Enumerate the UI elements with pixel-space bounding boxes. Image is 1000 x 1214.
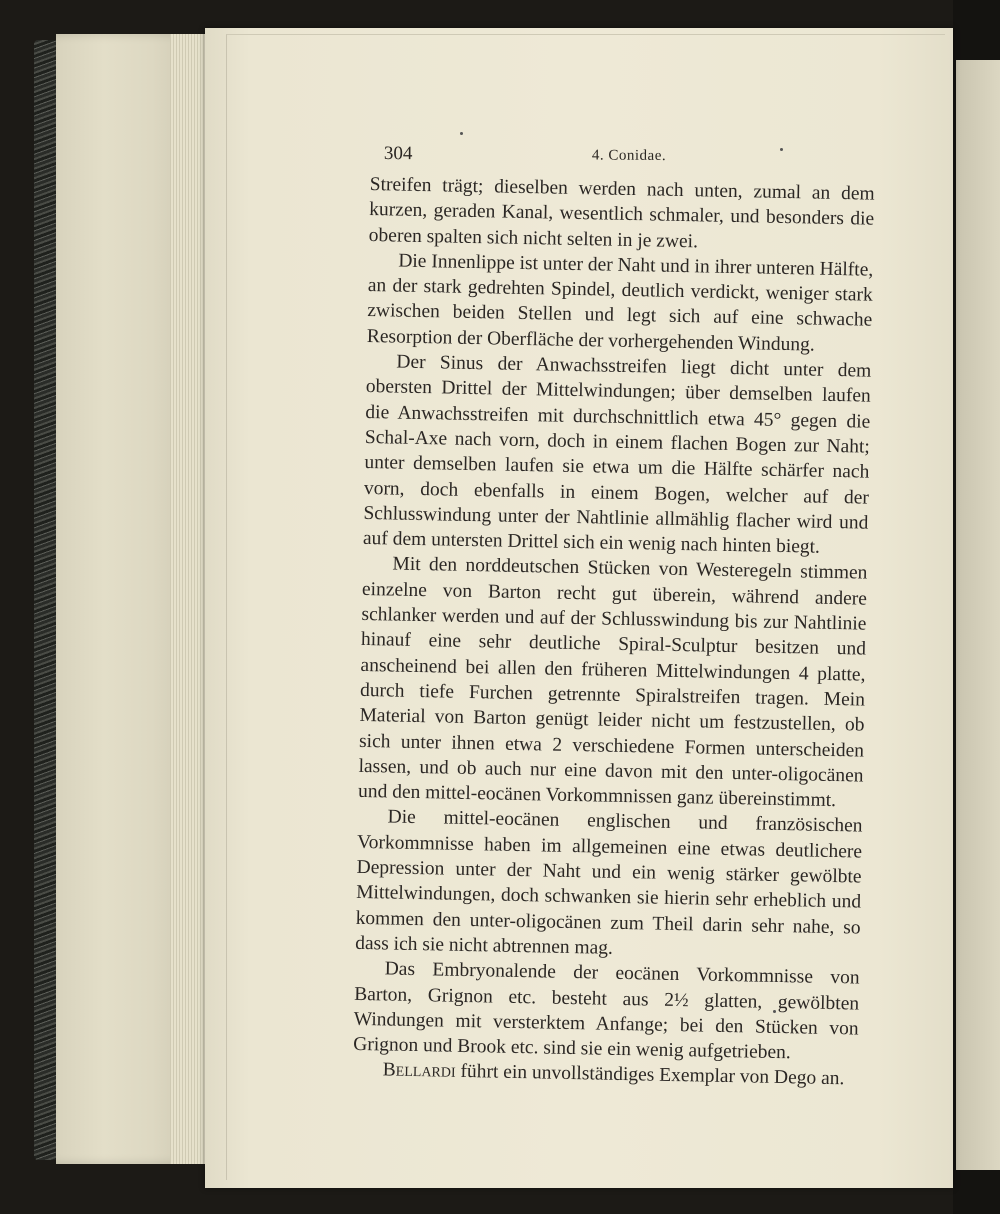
paragraph: Das Embryonalende der eocänen Vorkommnisse von Barton, Grignon etc. besteht aus 2½ glatten, gewölbten Windungen mit versterktem Anfange; bei den Stücken von Grignon und Brook etc. sind sie ein wenig aufgetrieben.: [353, 958, 860, 1064]
page-header: [384, 143, 884, 172]
author-name: Bellardi: [382, 1059, 456, 1083]
paragraph-text: führt ein unvollständiges Exemplar von Dego an.: [455, 1061, 845, 1090]
paragraph: Der Sinus der Anwachsstreifen liegt dicht unter dem obersten Drittel der Mittelwindungen; über demselben laufen die Anwachsstreifen mit durchschnittlich etwa 45° gegen die Schal-Axe nach vorn, doch in einem flachen Bogen zur Naht; unter demselben laufen sie etwa um die Hälfte schärfer nach vorn, doch ebenfalls in einem Bogen, welcher auf der Schlusswindung unter der Nahtlinie allmählig flacher wird und auf dem untersten Drittel sich ein wenig nach hinten biegt.: [362, 351, 872, 558]
page-number: 304: [383, 143, 413, 165]
next-page-edge: [956, 60, 1000, 1170]
paragraph: Die Innenlippe ist unter der Naht und in ihrer unteren Hälfte, an der stark gedrehten Spindel, deutlich verdickt, weniger stark zwischen beiden Stellen und legt sich auf eine schwache Resorption der Oberfläche der vorhergehenden Windung.: [366, 250, 874, 356]
paragraph: Mit den norddeutschen Stücken von Westeregeln stimmen einzelne von Barton recht gut überein, während andere schlanker werden und auf der Schlusswindung bis zur Nahtlinie hinauf eine sehr deutliche Spiral-Sculptur besitzen und anscheinend bei allen den früheren Mittelwindungen 4 platte, durch tiefe Furchen getrennte Spiralstreifen tragen. Mein Material von Barton genügt leider nicht um festzustellen, ob sich unter ihnen etwa 2 verschiedene Formen unterscheiden lassen, und ob auch nur eine davon mit den unter-oligocänen und den mittel-eocänen Vorkommnissen ganz übereinstimmt.: [357, 553, 868, 812]
page-speck: [460, 132, 463, 135]
paragraph: Streifen trägt; dieselben werden nach unten, zumal an dem kurzen, geraden Kanal, wesentlich schmaler, und besonders die oberen spalten sich nicht selten in je zwei.: [368, 173, 875, 252]
paragraph: Die mittel-eocänen englischen und französischen Vorkommnisse haben im allgemeinen eine etwas deutlichere Depression unter der Naht und ein wenig stärker gewölbte Mittelwindungen, doch schwanken sie hierin sehr erheblich und kommen den unter-oligocänen zum Theil darin sehr nahe, so dass ich sie nicht abtrennen mag.: [354, 806, 863, 959]
running-head: 4. Conidae.: [591, 147, 667, 164]
body-text: [353, 172, 875, 1092]
